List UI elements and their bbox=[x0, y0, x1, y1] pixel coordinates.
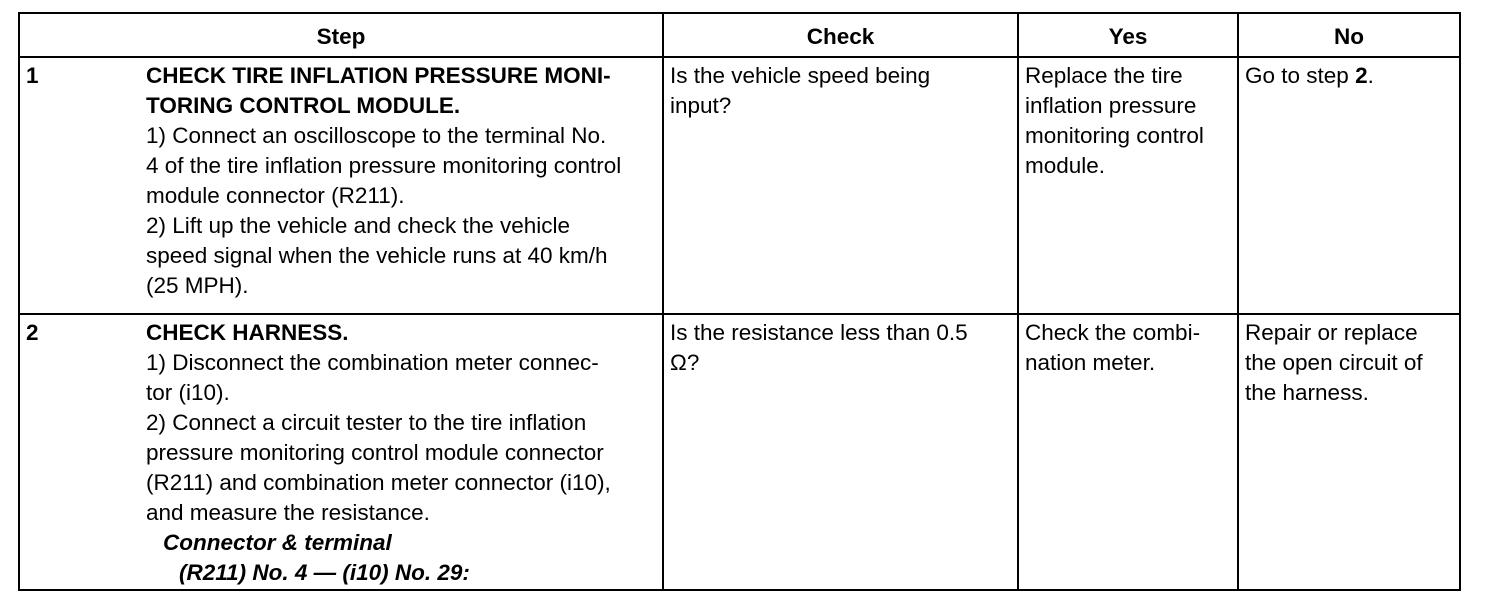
step-text-line: (25 MPH). bbox=[146, 273, 249, 298]
step-title-line: CHECK HARNESS. bbox=[146, 320, 349, 345]
yes-cell bbox=[1018, 57, 1238, 314]
step-cell bbox=[19, 314, 663, 590]
step-text-line: 1) Disconnect the combination meter connec- bbox=[146, 350, 599, 375]
yes-text-line: nation meter. bbox=[1025, 350, 1156, 375]
yes-text-line: module. bbox=[1025, 153, 1106, 178]
no-cell bbox=[1238, 57, 1460, 314]
no-text-line: the open circuit of bbox=[1245, 350, 1423, 375]
step-text-line: tor (i10). bbox=[146, 380, 230, 405]
step-body bbox=[146, 318, 656, 588]
step-body bbox=[146, 61, 656, 301]
check-text-line: Is the resistance less than 0.5 bbox=[670, 320, 968, 345]
no-text-line: the harness. bbox=[1245, 380, 1369, 405]
step-text-line: 2) Lift up the vehicle and check the vehicle bbox=[146, 213, 571, 238]
header-check: Check bbox=[663, 13, 1018, 57]
no-prefix: Go to step bbox=[1245, 63, 1356, 88]
step-cell bbox=[19, 57, 663, 314]
check-cell bbox=[663, 314, 1018, 590]
step-title-line: CHECK TIRE INFLATION PRESSURE MONI- bbox=[146, 63, 611, 88]
check-cell bbox=[663, 57, 1018, 314]
table-row bbox=[19, 57, 1460, 314]
step-text-line: 4 of the tire inflation pressure monitoring control bbox=[146, 153, 622, 178]
yes-text-line: Check the combi- bbox=[1025, 320, 1201, 345]
no-text-line bbox=[1245, 61, 1453, 91]
step-text-line: and measure the resistance. bbox=[146, 500, 430, 525]
no-cell bbox=[1238, 314, 1460, 590]
step-text-line: pressure monitoring control module connector bbox=[146, 440, 604, 465]
header-row bbox=[19, 13, 1460, 57]
no-text-line: Repair or replace bbox=[1245, 320, 1418, 345]
step-number: 2 bbox=[26, 320, 39, 345]
step-number: 1 bbox=[26, 63, 39, 88]
step-title-line: TORING CONTROL MODULE. bbox=[146, 93, 461, 118]
step-text-line: speed signal when the vehicle runs at 40 km/h bbox=[146, 243, 608, 268]
step-text-line: 2) Connect a circuit tester to the tire inflation bbox=[146, 410, 587, 435]
step-text-line: 1) Connect an oscilloscope to the terminal No. bbox=[146, 123, 607, 148]
table-row bbox=[19, 314, 1460, 590]
header-no: No bbox=[1238, 13, 1460, 57]
yes-text-line: monitoring control bbox=[1025, 123, 1204, 148]
yes-text-line: inflation pressure bbox=[1025, 93, 1197, 118]
check-text-line: Ω? bbox=[670, 350, 700, 375]
spec-title: Connector & terminal bbox=[163, 530, 392, 555]
no-suffix: . bbox=[1367, 63, 1374, 88]
check-text-line: input? bbox=[670, 93, 732, 118]
yes-cell bbox=[1018, 314, 1238, 590]
diagnostic-table bbox=[18, 12, 1461, 591]
step-text-line: module connector (R211). bbox=[146, 183, 405, 208]
spec-value: (R211) No. 4 — (i10) No. 29: bbox=[179, 560, 470, 585]
check-text-line: Is the vehicle speed being bbox=[670, 63, 931, 88]
header-yes: Yes bbox=[1018, 13, 1238, 57]
yes-text-line: Replace the tire bbox=[1025, 63, 1183, 88]
no-step-ref: 2 bbox=[1355, 63, 1368, 88]
header-step: Step bbox=[19, 13, 663, 57]
step-text-line: (R211) and combination meter connector (i10), bbox=[146, 470, 611, 495]
